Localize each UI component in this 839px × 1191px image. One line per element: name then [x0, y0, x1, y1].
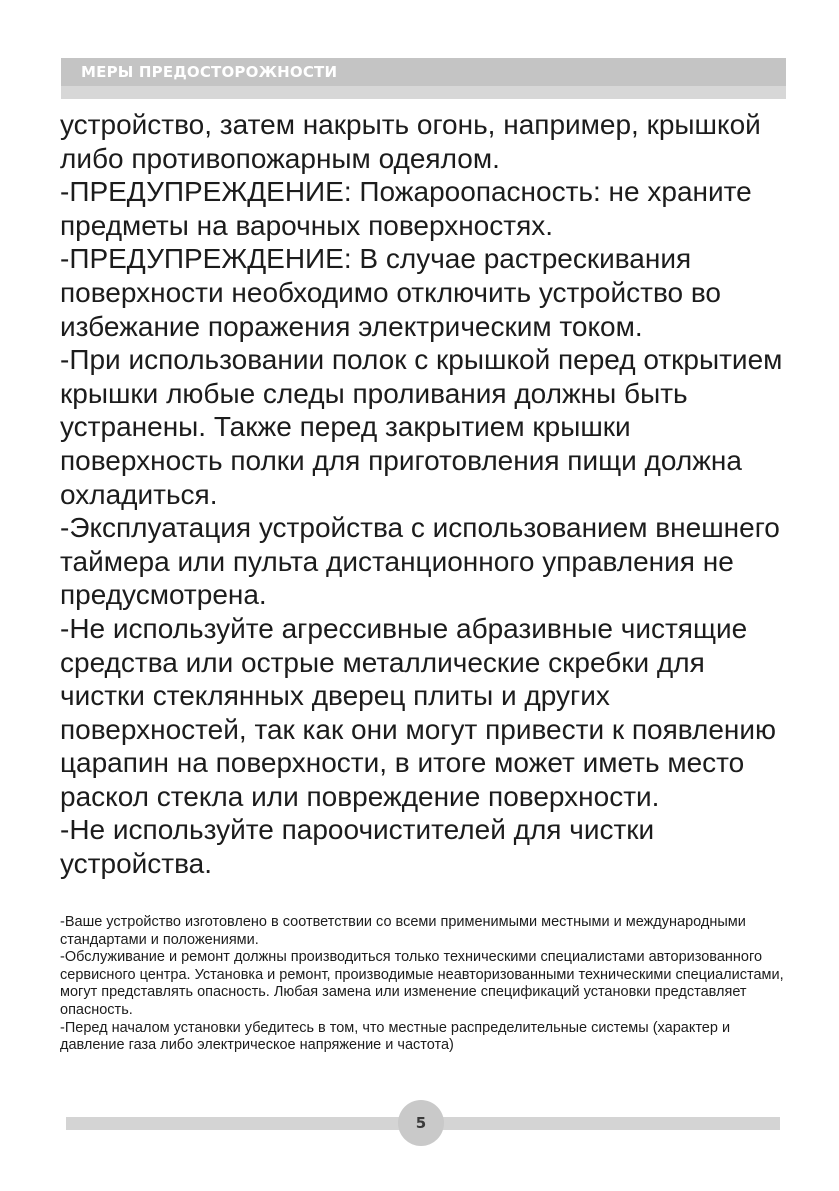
fine-print [60, 914, 790, 1055]
header-bar [61, 58, 786, 99]
paragraph: устройство, затем накрыть огонь, например, крышкой либо противопожарным одеялом. [60, 109, 761, 174]
paragraph: -При использовании полок с крышкой перед открытием крышки любые следы проливания должны быть устранены. Также перед закрытием крышки поверхность полки для приготовления пищи должна охладиться. [60, 344, 783, 510]
paragraph: -Эксплуатация устройства с использованием внешнего таймера или пульта дистанционного управления не предусмотрена. [60, 512, 780, 611]
paragraph: -Не используйте пароочистителей для чистки устройства. [60, 814, 655, 880]
section-title: МЕРЫ ПРЕДОСТОРОЖНОСТИ [61, 58, 786, 86]
small-paragraph: -Перед началом установки убедитесь в том, что местные распределительные системы (характер и давление газа либо электрическое напряжение и частота) [60, 1019, 731, 1054]
page-number: 5 [398, 1100, 444, 1146]
paragraph: -Не используйте агрессивные абразивные чистящие средства или острые металлические скребки для чистки стеклянных дверец плиты и других поверхностей, так как они могут привести к появлению царапин на поверхности, в итоге может иметь место раскол стекла или повреждение поверхности. [60, 612, 777, 812]
main-text [60, 108, 790, 881]
paragraph: -ПРЕДУПРЕЖДЕНИЕ: В случае растрескивания поверхности необходимо отключить устройство во избежание поражения электрическим током. [60, 243, 721, 342]
paragraph: -ПРЕДУПРЕЖДЕНИЕ: Пожароопасность: не храните предметы на варочных поверхностях. [60, 176, 752, 241]
small-paragraph: -Ваше устройство изготовлено в соответствии со всеми применимыми местными и международными стандартами и положениями. [60, 914, 746, 948]
small-paragraph: -Обслуживание и ремонт должны производиться только техническими специалистами авторизованного сервисного центра. Установка и ремонт, производимые неавторизованными техническими специалистами, могут представлять опасность. Любая замена или изменение спецификаций установки представляет опасность. [60, 949, 784, 1018]
